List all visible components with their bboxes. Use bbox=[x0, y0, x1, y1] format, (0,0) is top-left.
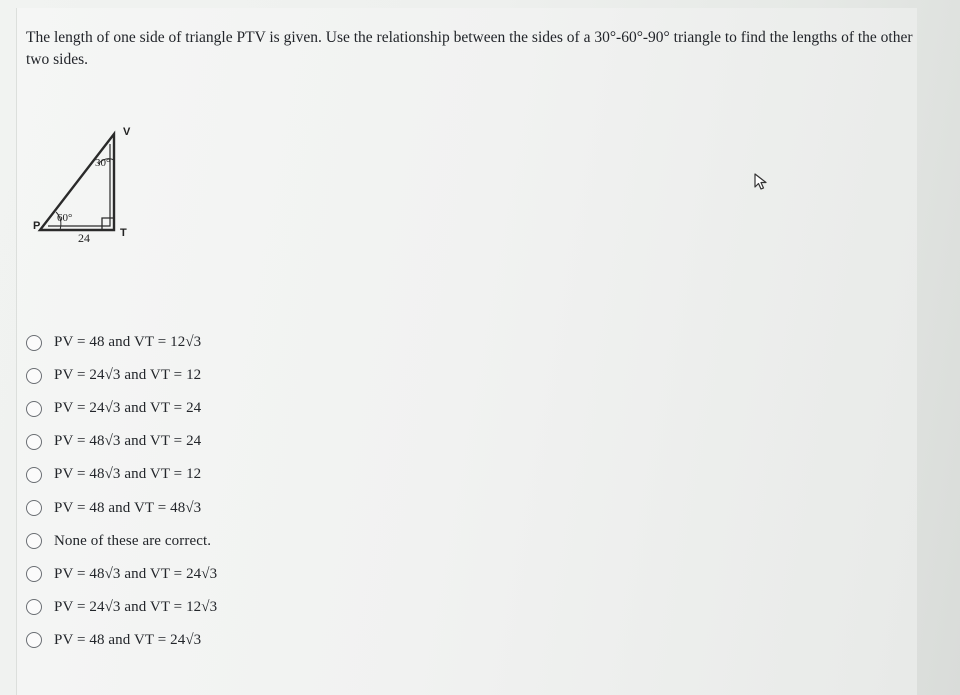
radio-button-icon[interactable] bbox=[26, 533, 42, 549]
angle-30-label: 30° bbox=[95, 157, 111, 169]
option-6[interactable] bbox=[26, 491, 217, 524]
option-label: PV = 24√3 and VT = 24 bbox=[54, 400, 202, 417]
option-label: PV = 48 and VT = 12√3 bbox=[54, 334, 202, 351]
option-label: PV = 48√3 and VT = 12 bbox=[54, 466, 202, 483]
radio-button-icon[interactable] bbox=[26, 335, 42, 351]
option-3[interactable] bbox=[26, 392, 217, 425]
radio-button-icon[interactable] bbox=[26, 467, 42, 483]
side-length-label: 24 bbox=[78, 231, 90, 245]
radio-button-icon[interactable] bbox=[26, 566, 42, 582]
radio-button-icon[interactable] bbox=[26, 599, 42, 615]
option-10[interactable] bbox=[26, 624, 217, 657]
mouse-pointer-icon bbox=[753, 172, 771, 192]
option-label: PV = 24√3 and VT = 12√3 bbox=[54, 598, 218, 615]
radio-button-icon[interactable] bbox=[26, 368, 42, 384]
vertex-t-label: T bbox=[120, 227, 127, 239]
option-8[interactable] bbox=[26, 558, 217, 591]
option-4[interactable] bbox=[26, 425, 217, 458]
option-label: PV = 48 and VT = 24√3 bbox=[54, 631, 202, 648]
radio-button-icon[interactable] bbox=[26, 500, 42, 516]
radio-button-icon[interactable] bbox=[26, 401, 42, 417]
angle-60-label: 60° bbox=[57, 212, 73, 224]
radio-button-icon[interactable] bbox=[26, 434, 42, 450]
question-text: The length of one side of triangle PTV is given. Use the relationship between the sides of a 30°-60°-90° triangle to find the lengths of the other two sides. bbox=[26, 29, 913, 68]
vertex-p-label: P bbox=[33, 220, 41, 232]
option-5[interactable] bbox=[26, 458, 217, 491]
option-1[interactable] bbox=[26, 326, 217, 359]
option-7[interactable] bbox=[26, 525, 217, 558]
option-label: PV = 48√3 and VT = 24√3 bbox=[54, 565, 218, 582]
option-label: PV = 24√3 and VT = 12 bbox=[54, 367, 202, 384]
right-angle-marker bbox=[102, 218, 114, 230]
option-label: None of these are correct. bbox=[54, 532, 212, 549]
option-2[interactable] bbox=[26, 359, 217, 392]
triangle-figure bbox=[30, 118, 140, 258]
answer-options bbox=[26, 326, 217, 657]
radio-button-icon[interactable] bbox=[26, 632, 42, 648]
vertex-v-label: V bbox=[123, 126, 131, 138]
option-label: PV = 48√3 and VT = 24 bbox=[54, 433, 202, 450]
option-9[interactable] bbox=[26, 591, 217, 624]
triangle-outline bbox=[40, 134, 114, 230]
option-label: PV = 48 and VT = 48√3 bbox=[54, 499, 202, 516]
